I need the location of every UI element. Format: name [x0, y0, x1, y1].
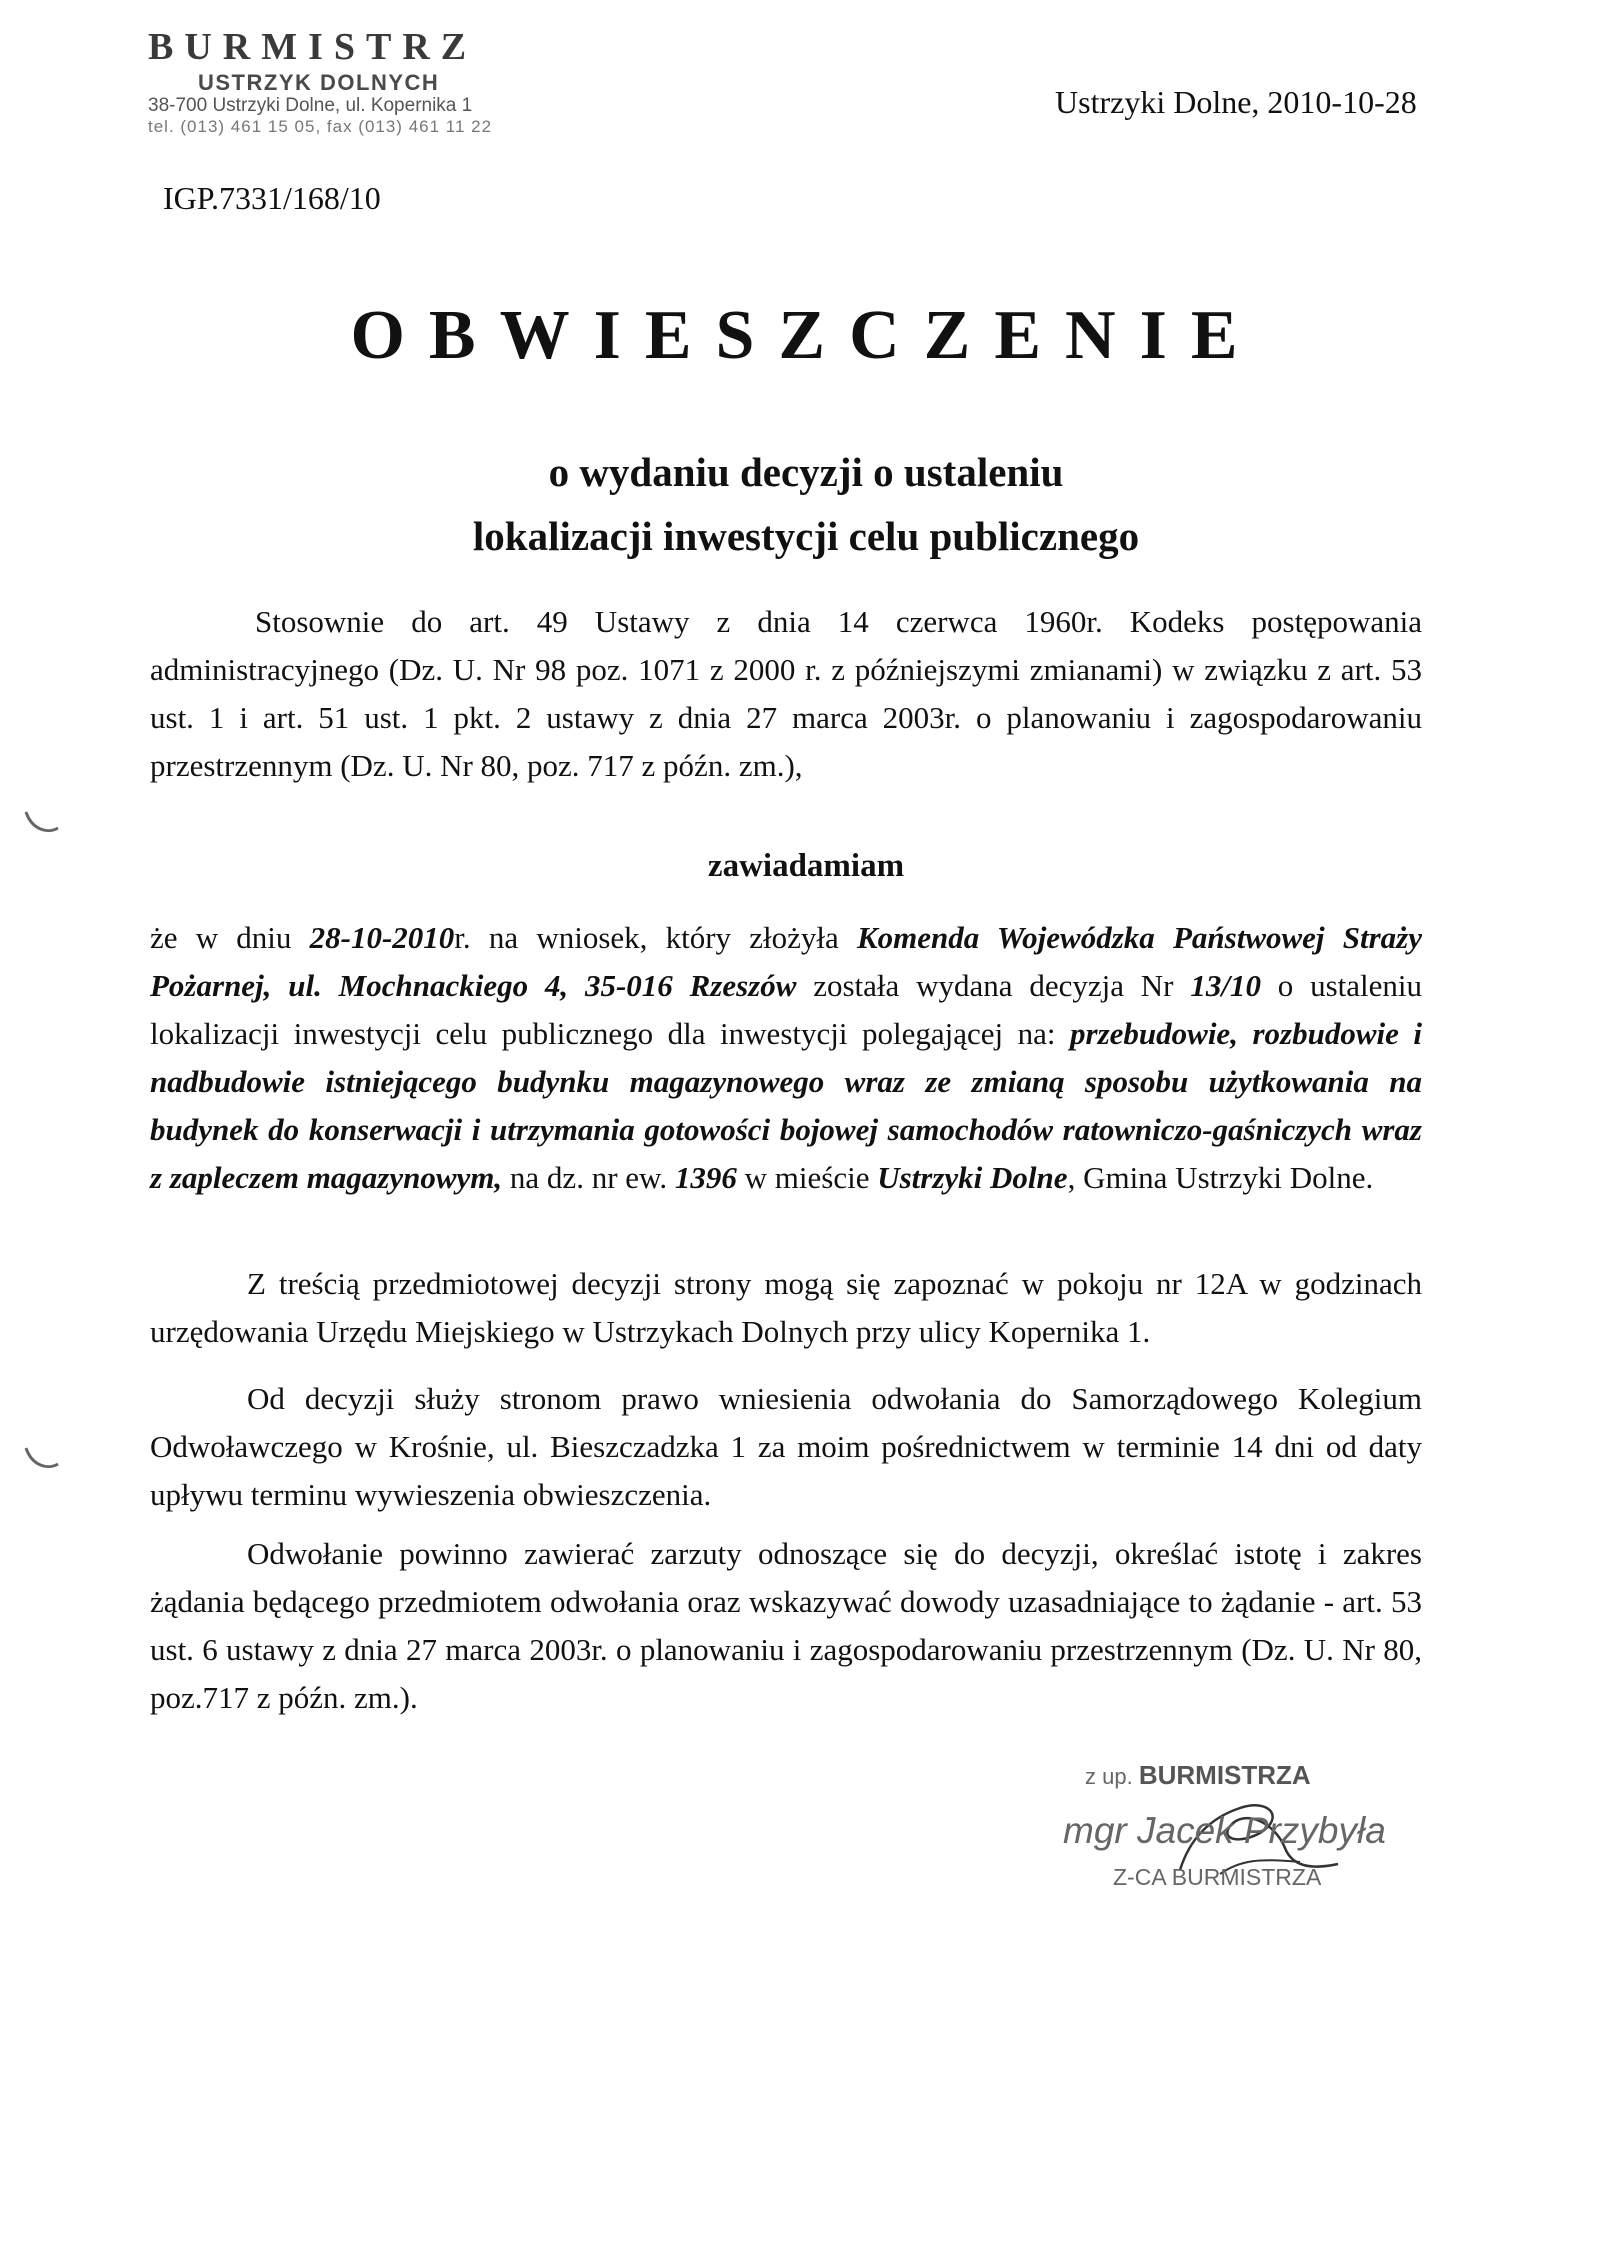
decision-number: 13/10 [1190, 968, 1261, 1003]
subtitle-line-1: o wydaniu decyzji o ustaleniu [548, 449, 1064, 495]
applicant: Komenda Wojewódzka Państwowej Straży Pożarnej, ul. Mochnackiego 4, 35-016 Rzeszów [150, 920, 1422, 1003]
decision-text-7: , Gmina Ustrzyki Dolne. [1067, 1160, 1374, 1195]
document-title: OBWIESZCZENIE [350, 297, 1262, 374]
letterhead-stamp [148, 26, 568, 137]
reference-number: IGP.7331/168/10 [163, 180, 381, 216]
binder-hole-mark-2 [22, 1444, 62, 1474]
appeal-content-paragraph: Odwołanie powinno zawierać zarzuty odnoszące się do decyzji, określać istotę i zakres żądania będącego przedmiotem odwołania oraz wskazywać dowody uzasadniające to żądanie - art. 53 ust. 6 ustawy z dnia 27 marca 2003r. o planowaniu i zagospodarowaniu przestrzennym (Dz. U. Nr 80, poz.717 z późn. zm.). [150, 1536, 1422, 1715]
decision-text-1: że w dniu [150, 920, 310, 955]
decision-text-2: r. na wniosek, który złożyła [454, 920, 857, 955]
legal-basis-paragraph: Stosownie do art. 49 Ustawy z dnia 14 czerwca 1960r. Kodeks postępowania administracyjnego (Dz. U. Nr 98 poz. 1071 z 2000 r. z późniejszymi zmianami) w związku z art. 53 ust. 1 i art. 51 ust. 1 pkt. 2 ustawy z dnia 27 marca 2003r. o planowaniu i zagospodarowaniu przestrzennym (Dz. U. Nr 80, poz. 717 z późn. zm.), [150, 604, 1422, 783]
binder-hole-mark-1 [22, 808, 62, 838]
decision-text-5: na dz. nr ew. [502, 1160, 675, 1195]
decision-paragraph [150, 914, 1422, 1202]
signatory-name: mgr Jacek Przybyła [1063, 1810, 1386, 1851]
place-date: Ustrzyki Dolne, 2010-10-28 [1055, 84, 1417, 120]
appeal-paragraph: Od decyzji służy stronom prawo wniesienia odwołania do Samorządowego Kolegium Odwoławczego w Krośnie, ul. Bieszczadzka 1 za moim pośrednictwem w terminie 14 dni od daty upływu terminu wywieszenia obwieszczenia. [150, 1381, 1422, 1512]
announcement-word: zawiadamiam [707, 848, 905, 884]
letterhead-phone: tel. (013) 461 15 05, fax (013) 461 11 22 [148, 116, 493, 136]
document-subtitle [0, 440, 1612, 568]
letterhead-address: 38-700 Ustrzyki Dolne, ul. Kopernika 1 [148, 94, 473, 116]
letterhead-office: BURMISTRZ [148, 26, 478, 68]
decision-text-4: o ustaleniu lokalizacji inwestycji celu publicznego dla inwestycji polegającej na: [150, 968, 1422, 1051]
decision-date: 28-10-2010 [309, 920, 455, 955]
inspection-paragraph: Z treścią przedmiotowej decyzji strony mogą się zapoznać w pokoju nr 12A w godzinach urzędowania Urzędu Miejskiego w Ustrzykach Dolnych przy ulicy Kopernika 1. [150, 1266, 1422, 1349]
investment-description: przebudowie, rozbudowie i nadbudowie istniejącego budynku magazynowego wraz ze zmianą sposobu użytkowania na budynek do konserwacji i utrzymania gotowości bojowej samochodów ratowniczo-gaśniczych wraz z zapleczem magazynowym, [150, 1016, 1422, 1195]
decision-text-6: w mieście [736, 1160, 878, 1195]
parcel-number: 1396 [674, 1160, 737, 1195]
authority-title: BURMISTRZA [1138, 1760, 1311, 1790]
city-name: Ustrzyki Dolne [877, 1160, 1068, 1195]
subtitle-line-2: lokalizacji inwestycji celu publicznego [472, 513, 1140, 559]
decision-text-3: została wydana decyzja Nr [796, 968, 1191, 1003]
authority-prefix: z up. [1085, 1764, 1133, 1789]
signatory-role: Z-CA BURMISTRZA [1113, 1864, 1322, 1890]
letterhead-town: USTRZYK DOLNYCH [198, 69, 440, 95]
